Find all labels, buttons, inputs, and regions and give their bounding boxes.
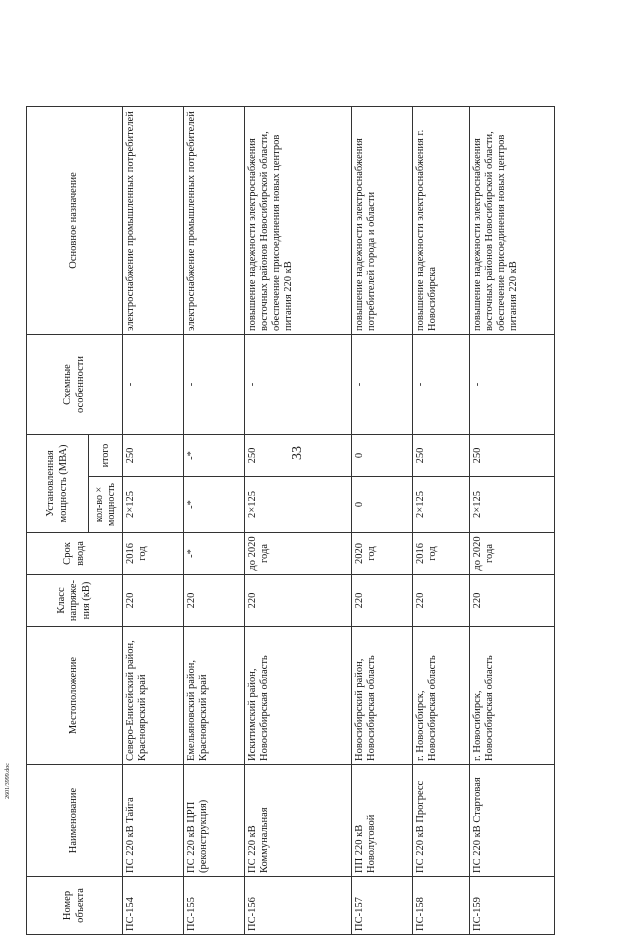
- cell-voltage: 220: [413, 575, 470, 627]
- cell-features: -: [470, 335, 555, 435]
- table-row: [245, 107, 352, 935]
- cell-features: -: [245, 335, 352, 435]
- cell-purpose: электроснабжение промышленных потребителей: [123, 107, 184, 335]
- cell-total: 250: [413, 435, 470, 477]
- cell-location: Емельяновский район, Красноярский край: [184, 627, 245, 765]
- cell-location: г. Новосибирск, Новосибирская область: [413, 627, 470, 765]
- cell-features: -: [184, 335, 245, 435]
- cell-name: ПС 220 кВ Прогресс: [413, 765, 470, 877]
- header-number: Номер объекта: [27, 877, 123, 935]
- header-capacity-units: кол-во × мощность: [89, 477, 123, 533]
- cell-location: Искитимский район, Новосибирская область: [245, 627, 352, 765]
- cell-year: до 2020 года: [470, 533, 555, 575]
- cell-name: ПС 220 кВ Коммунальная: [245, 765, 352, 877]
- footer-code: 2601/3999.doc: [5, 763, 11, 799]
- header-features: Схемные особенности: [27, 335, 123, 435]
- cell-features: -: [413, 335, 470, 435]
- cell-number: ПС-156: [245, 877, 352, 935]
- cell-voltage: 220: [184, 575, 245, 627]
- cell-purpose: повышение надежности электроснабжения восточных районов Новосибирской области, обеспечение присоединения новых центров питания 220 кВ: [245, 107, 352, 335]
- cell-name: ПС 220 кВ Стартовая: [470, 765, 555, 877]
- cell-purpose: повышение надежности электроснабжения восточных районов Новосибирской области, обеспечение присоединения новых центров питания 220 кВ: [470, 107, 555, 335]
- cell-features: -: [123, 335, 184, 435]
- cell-units: 2×125: [245, 477, 352, 533]
- cell-number: ПС-154: [123, 877, 184, 935]
- cell-year: 2016 год: [123, 533, 184, 575]
- cell-total: 250: [123, 435, 184, 477]
- cell-purpose: повышение надежности электроснабжения г. Новосибирска: [413, 107, 470, 335]
- table-row: [470, 107, 555, 935]
- cell-location: Новосибирский район, Новосибирская область: [352, 627, 413, 765]
- cell-location: г. Новосибирск, Новосибирская область: [470, 627, 555, 765]
- cell-year: 2020 год: [352, 533, 413, 575]
- cell-voltage: 220: [123, 575, 184, 627]
- cell-features: -: [352, 335, 413, 435]
- cell-name: ПС 220 кВ Тайга: [123, 765, 184, 877]
- cell-total: 250: [470, 435, 555, 477]
- cell-year: 2016 год: [413, 533, 470, 575]
- cell-voltage: 220: [245, 575, 352, 627]
- cell-number: ПС-159: [470, 877, 555, 935]
- cell-purpose: электроснабжение промышленных потребителей: [184, 107, 245, 335]
- header-location: Местоположение: [27, 627, 123, 765]
- cell-voltage: 220: [352, 575, 413, 627]
- header-capacity-total: итого: [89, 435, 123, 477]
- page-number: 33: [290, 446, 305, 460]
- header-purpose: Основное назначение: [27, 107, 123, 335]
- cell-total: 0: [352, 435, 413, 477]
- rotated-table-container: [26, 107, 520, 935]
- cell-name: ПС 220 кВ ЦРП (реконструкция): [184, 765, 245, 877]
- cell-units: 2×125: [123, 477, 184, 533]
- cell-total: 250: [245, 435, 352, 477]
- cell-units: -*: [184, 477, 245, 533]
- cell-voltage: 220: [470, 575, 555, 627]
- table-row: [184, 107, 245, 935]
- cell-units: 2×125: [413, 477, 470, 533]
- table-row: [352, 107, 413, 935]
- table-row: [413, 107, 470, 935]
- cell-year: до 2020 года: [245, 533, 352, 575]
- cell-number: ПС-155: [184, 877, 245, 935]
- header-name: Наименование: [27, 765, 123, 877]
- cell-number: ПС-158: [413, 877, 470, 935]
- substations-table: [26, 106, 555, 935]
- table-row: [123, 107, 184, 935]
- cell-units: 2×125: [470, 477, 555, 533]
- cell-total: -*: [184, 435, 245, 477]
- cell-year: -*: [184, 533, 245, 575]
- cell-name: ПП 220 кВ Новолуговой: [352, 765, 413, 877]
- header-year: Срок ввода: [27, 533, 123, 575]
- cell-units: 0: [352, 477, 413, 533]
- header-voltage: Класс напряже-ния (кВ): [27, 575, 123, 627]
- cell-number: ПС-157: [352, 877, 413, 935]
- cell-location: Северо-Енисейский район, Красноярский край: [123, 627, 184, 765]
- cell-purpose: повышение надежности электроснабжения потребителей города и области: [352, 107, 413, 335]
- header-capacity: Установленная мощность (МВА): [27, 435, 89, 533]
